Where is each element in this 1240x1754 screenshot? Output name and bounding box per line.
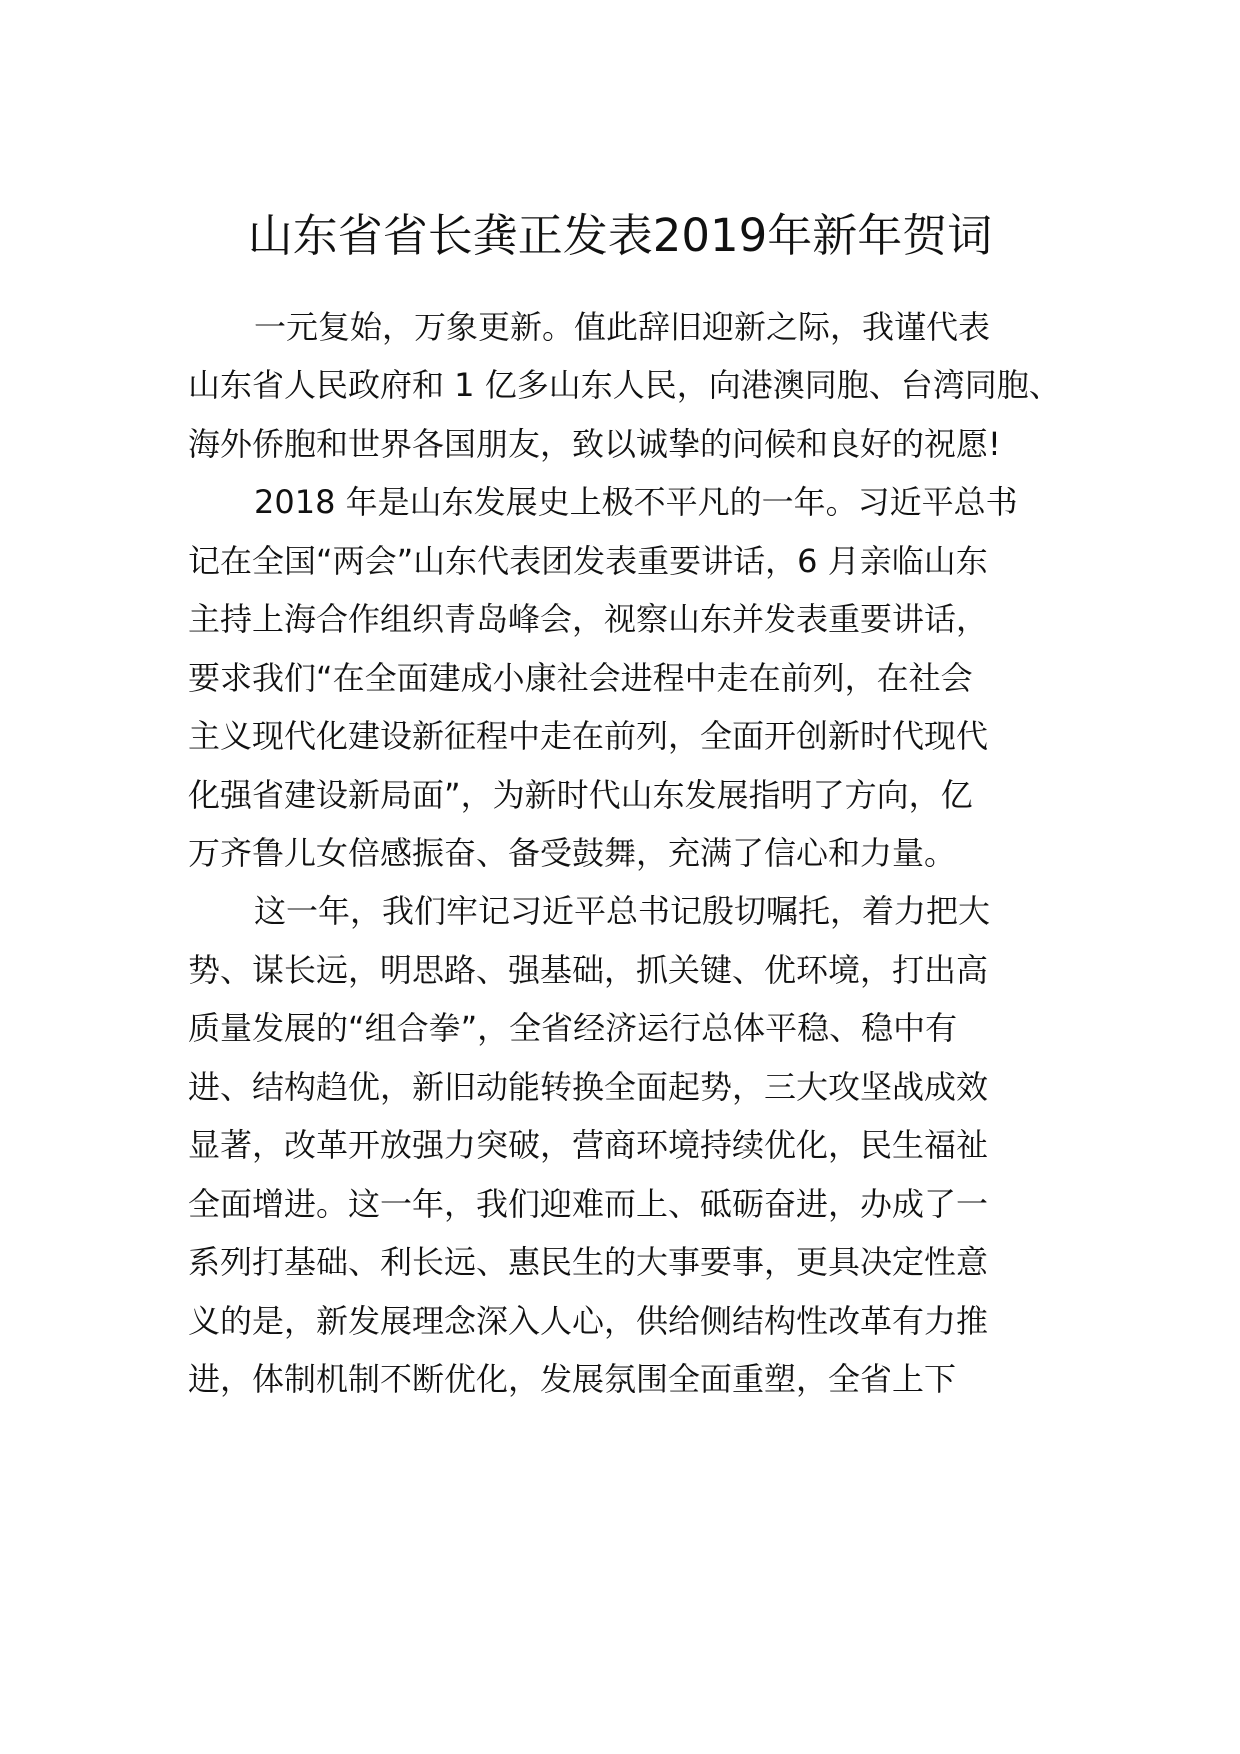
body-line-12: 势、谋长远，明思路、强基础，抓关键、优环境，打出高: [188, 951, 989, 989]
body-line-8: 主义现代化建设新征程中走在前列，全面开创新时代现代: [188, 717, 989, 755]
body-line-13: 质量发展的“组合拳”，全省经济运行总体平稳、稳中有: [188, 1009, 958, 1047]
body-line-11: 这一年，我们牢记习近平总书记殷切嘱托，着力把大: [254, 892, 991, 930]
body-line-15: 显著，改革开放强力突破，营商环境持续优化，民生福祉: [188, 1126, 989, 1164]
body-line-1: 一元复始，万象更新。值此辞旧迎新之际，我谨代表: [254, 308, 991, 346]
body-line-17: 系列打基础、利长远、惠民生的大事要事，更具决定性意: [188, 1243, 989, 1281]
body-line-18: 义的是，新发展理念深入人心，供给侧结构性改革有力推: [188, 1302, 989, 1340]
body-line-9: 化强省建设新局面”，为新时代山东发展指明了方向，亿: [188, 776, 973, 814]
body-line-3: 海外侨胞和世界各国朋友，致以诚挚的问候和良好的祝愿!: [188, 425, 1001, 463]
body-line-2: 山东省人民政府和 1 亿多山东人民，向港澳同胞、台湾同胞、: [188, 366, 1061, 404]
body-line-5: 记在全国“两会”山东代表团发表重要讲话，6 月亲临山东: [188, 542, 988, 580]
body-line-6: 主持上海合作组织青岛峰会，视察山东并发表重要讲话，: [188, 600, 989, 638]
body-line-14: 进、结构趋优，新旧动能转换全面起势，三大攻坚战成效: [188, 1068, 989, 1106]
body-line-7: 要求我们“在全面建成小康社会进程中走在前列，在社会: [188, 659, 973, 697]
body-line-16: 全面增进。这一年，我们迎难而上、砥砺奋进，办成了一: [188, 1185, 989, 1223]
body-line-19: 进，体制机制不断优化，发展氛围全面重塑，全省上下: [188, 1360, 957, 1398]
body-line-4: 2018 年是山东发展史上极不平凡的一年。习近平总书: [254, 483, 1018, 521]
document-title: 山东省省长龚正发表2019年新年贺词: [247, 209, 993, 262]
body-line-10: 万齐鲁儿女倍感振奋、备受鼓舞，充满了信心和力量。: [188, 834, 957, 872]
